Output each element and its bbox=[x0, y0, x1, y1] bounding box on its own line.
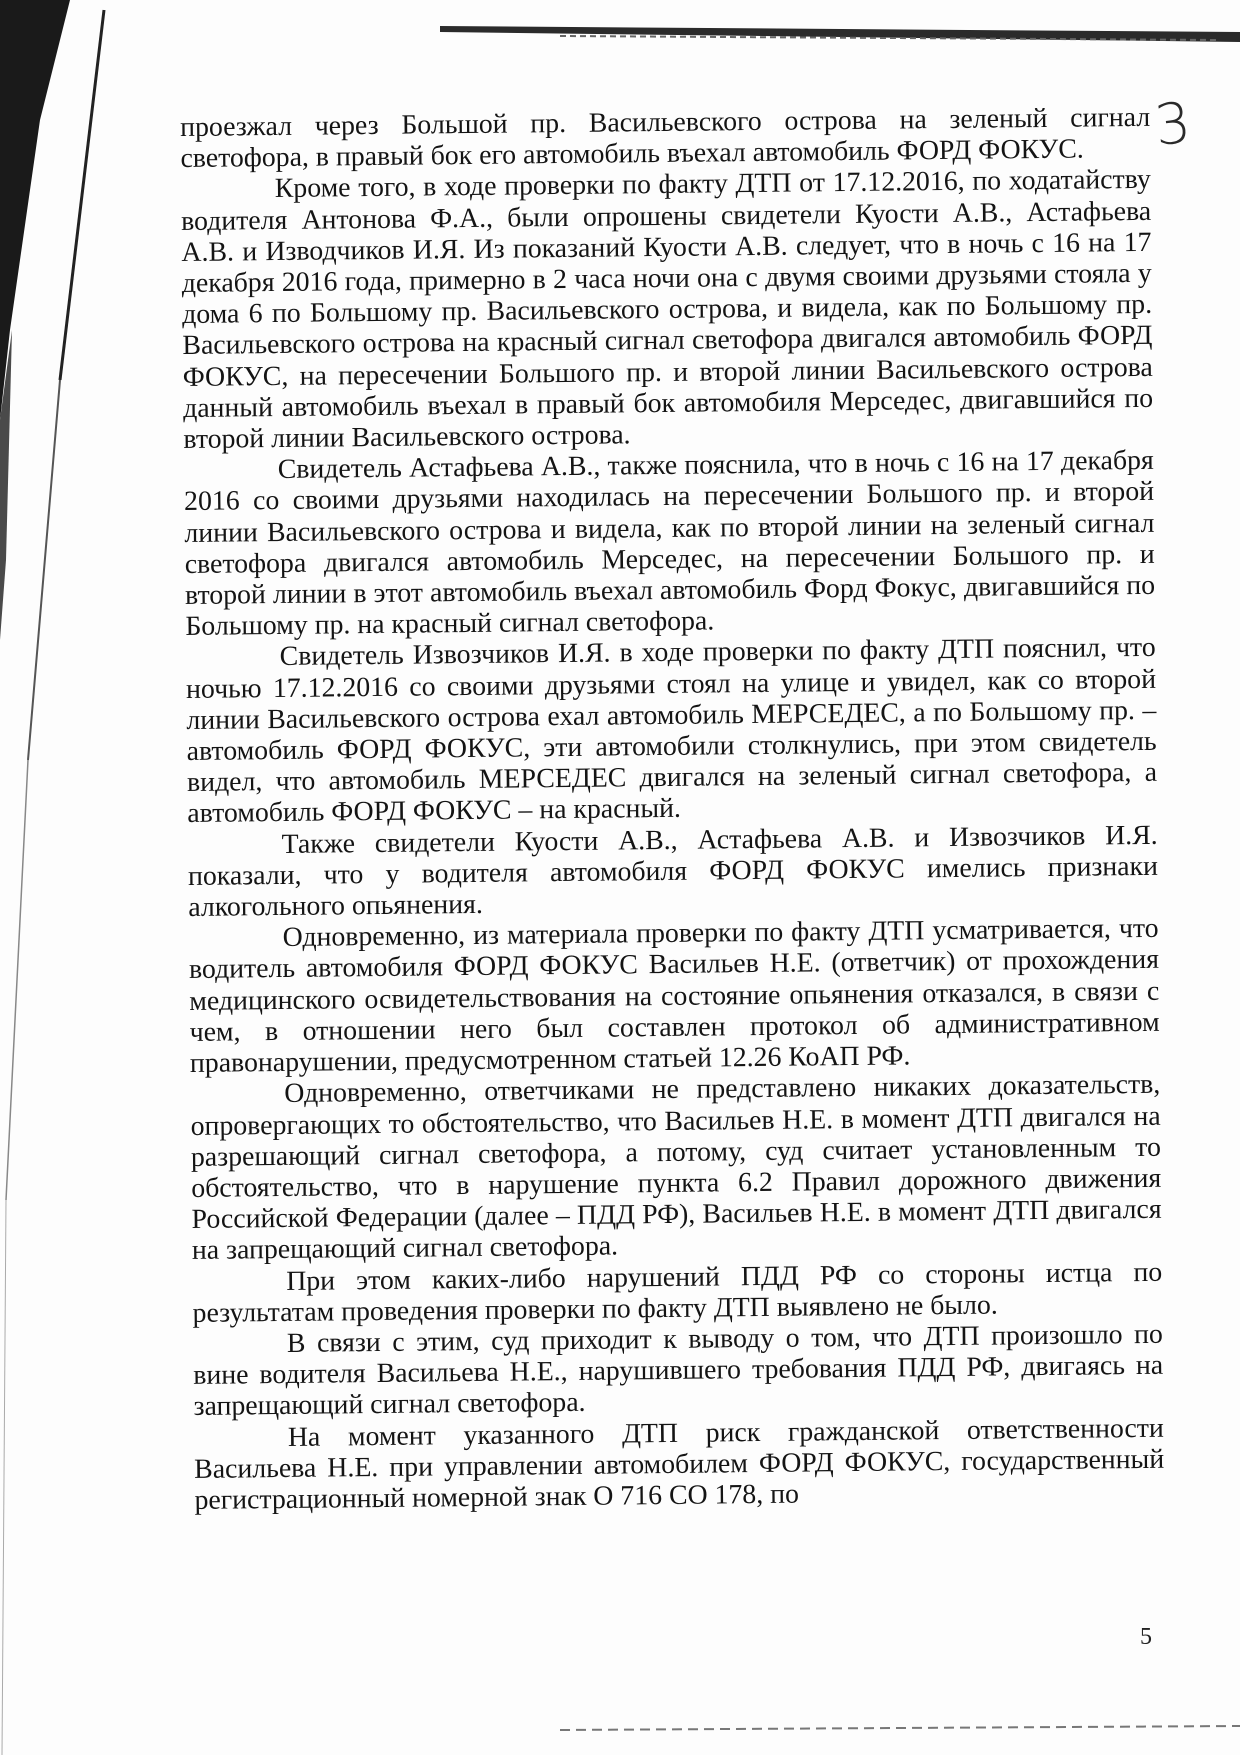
paragraph: На момент указанного ДТП риск гражданской ответственности Васильева Н.Е. при управлении автомобилем ФОРД ФОКУС, государственный регистрационный номерной знак О 716 СО 178, по bbox=[194, 1412, 1165, 1516]
paragraph: Свидетель Извозчиков И.Я. в ходе проверки по факту ДТП пояснил, что ночью 17.12.2016 со своими друзьями стоял на улице и увидел, как со второй линии Васильевского острова ехал автомобиль МЕРСЕДЕС, а по Большому пр. – автомобиль ФОРД ФОКУС, эти автомобили столкнулись, при этом свидетель видел, что автомобиль МЕРСЕДЕС двигался на зеленый сигнал светофора, а автомобиль ФОРД ФОКУС – на красный. bbox=[185, 632, 1158, 830]
document-body bbox=[180, 102, 1165, 1516]
paragraph: Одновременно, ответчиками не представлено никаких доказательств, опровергающих то обстоятельство, что Васильев Н.Е. в момент ДТП двигался на разрешающий сигнал светофора, а потому, суд считает установленным то обстоятельство, что в нарушение пункта 6.2 Правил дорожного движения Российской Федерации (далее – ПДД РФ), Васильев Н.Е. в момент ДТП двигался на запрещающий сигнал светофора. bbox=[190, 1069, 1162, 1267]
scan-edge-shadow-left bbox=[0, 0, 120, 1755]
paragraph: При этом каких-либо нарушений ПДД РФ со стороны истца по результатам проведения проверки по факту ДТП выявлено не было. bbox=[192, 1256, 1163, 1329]
paragraph: Кроме того, в ходе проверки по факту ДТП от 17.12.2016, по ходатайству водителя Антонова Ф.А., были опрошены свидетели Куости А.В., Астафьева А.В. и Изводчиков И.Я. Из показаний Куости А.В. следует, что в ночь с 16 на 17 декабря 2016 года, примерно в 2 часа ночи она с двумя своими друзьями стояла у дома 6 по Большому пр. Васильевского острова, и видела, как по Большому пр. Васильевского острова на красный сигнал светофора двигался автомобиль ФОРД ФОКУС, на пересечении Большого пр. и второй линии Васильевского острова данный автомобиль въехал в правый бок автомобиля Мерседес, двигавшийся по второй линии Васильевского острова. bbox=[180, 164, 1154, 456]
handwritten-page-number: 3 bbox=[1151, 90, 1194, 159]
scan-edge-bar-top bbox=[440, 22, 1240, 48]
paragraph: В связи с этим, суд приходит к выводу о том, что ДТП произошло по вине водителя Васильева Н.Е., нарушившего требования ПДД РФ, двигаясь на запрещающий сигнал светофора. bbox=[193, 1318, 1164, 1423]
scan-edge-bar-bottom bbox=[560, 1720, 1240, 1740]
paragraph: Также свидетели Куости А.В., Астафьева А.В. и Извозчиков И.Я. показали, что у водителя автомобиля ФОРД ФОКУС имелись признаки алкогольного опьянения. bbox=[187, 819, 1159, 924]
paragraph: проезжал через Большой пр. Васильевского острова на зеленый сигнал светофора, в правый бок его автомобиль въехал автомобиль ФОРД ФОКУС. bbox=[180, 101, 1151, 175]
paragraph: Свидетель Астафьева А.В., также пояснила, что в ночь с 16 на 17 декабря 2016 со своими друзьями находилась на пересечении Большого пр. и второй линии Васильевского острова и видела, как по второй линии на зеленый сигнал светофора двигался автомобиль Мерседес, на пересечении Большого пр. и второй линии в этот автомобиль въехал автомобиль Форд Фокус, двигавшийся по Большому пр. на красный сигнал светофора. bbox=[183, 445, 1156, 643]
paragraph: Одновременно, из материала проверки по факту ДТП усматривается, что водитель автомобиля ФОРД ФОКУС Васильев Н.Е. (ответчик) от прохождения медицинского освидетельствования на состояние опьянения отказался, в связи с чем, в отношении него был составлен протокол об административном правонарушении, предусмотренном статьей 12.26 КоАП РФ. bbox=[188, 913, 1160, 1080]
page-number: 5 bbox=[1140, 1624, 1152, 1650]
